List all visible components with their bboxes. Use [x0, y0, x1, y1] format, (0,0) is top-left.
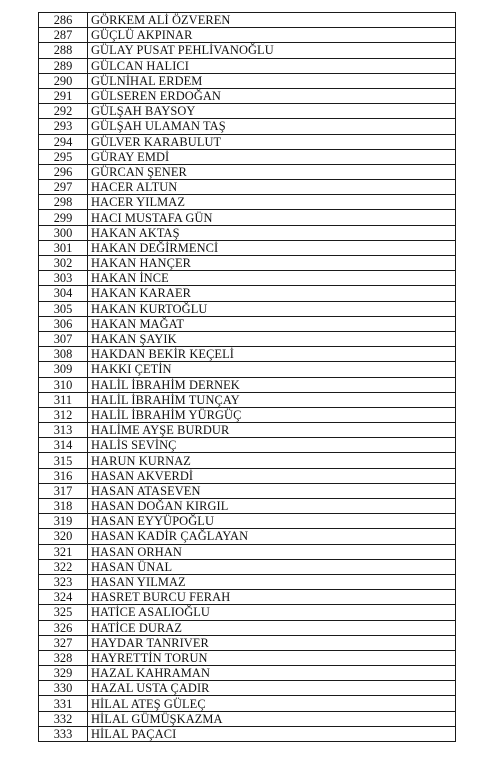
table-row — [39, 256, 456, 271]
table-row — [39, 574, 456, 589]
person-name: HAKAN İNCE — [88, 271, 456, 286]
row-number: 327 — [39, 635, 88, 650]
row-number: 330 — [39, 681, 88, 696]
person-name: HİLAL GÜMÜŞKAZMA — [88, 711, 456, 726]
person-name: GÜLŞAH BAYSOY — [88, 104, 456, 119]
row-number: 320 — [39, 529, 88, 544]
row-number: 287 — [39, 28, 88, 43]
table-row — [39, 13, 456, 28]
row-number: 313 — [39, 423, 88, 438]
person-name: HAKAN KURTOĞLU — [88, 301, 456, 316]
person-name: HİLAL PAÇACI — [88, 726, 456, 741]
person-name: HAZAL USTA ÇADIR — [88, 681, 456, 696]
table-row — [39, 286, 456, 301]
table-row — [39, 316, 456, 331]
row-number: 300 — [39, 225, 88, 240]
name-list-body — [39, 13, 456, 742]
table-row — [39, 362, 456, 377]
row-number: 331 — [39, 696, 88, 711]
row-number: 306 — [39, 316, 88, 331]
table-row — [39, 559, 456, 574]
row-number: 322 — [39, 559, 88, 574]
person-name: HALİL İBRAHİM YÜRGÜÇ — [88, 407, 456, 422]
table-row — [39, 225, 456, 240]
row-number: 305 — [39, 301, 88, 316]
table-row — [39, 134, 456, 149]
row-number: 292 — [39, 104, 88, 119]
person-name: HASAN KADİR ÇAĞLAYAN — [88, 529, 456, 544]
person-name: HAKAN DEĞİRMENCİ — [88, 240, 456, 255]
row-number: 316 — [39, 468, 88, 483]
person-name: HAKAN KARAER — [88, 286, 456, 301]
person-name: HAYRETTİN TORUN — [88, 650, 456, 665]
row-number: 321 — [39, 544, 88, 559]
row-number: 326 — [39, 620, 88, 635]
person-name: HASAN DOĞAN KIRGIL — [88, 499, 456, 514]
person-name: HACI MUSTAFA GÜN — [88, 210, 456, 225]
person-name: HAZAL KAHRAMAN — [88, 666, 456, 681]
person-name: GÜRCAN ŞENER — [88, 164, 456, 179]
row-number: 314 — [39, 438, 88, 453]
person-name: HALİS SEVİNÇ — [88, 438, 456, 453]
table-row — [39, 377, 456, 392]
row-number: 293 — [39, 119, 88, 134]
person-name: HACER YILMAZ — [88, 195, 456, 210]
table-row — [39, 635, 456, 650]
row-number: 308 — [39, 347, 88, 362]
row-number: 296 — [39, 164, 88, 179]
person-name: HAYDAR TANRIVER — [88, 635, 456, 650]
row-number: 310 — [39, 377, 88, 392]
row-number: 297 — [39, 180, 88, 195]
table-row — [39, 605, 456, 620]
row-number: 291 — [39, 88, 88, 103]
person-name: HASAN YILMAZ — [88, 574, 456, 589]
row-number: 333 — [39, 726, 88, 741]
table-row — [39, 483, 456, 498]
row-number: 301 — [39, 240, 88, 255]
table-row — [39, 180, 456, 195]
person-name: HAKAN HANÇER — [88, 256, 456, 271]
row-number: 288 — [39, 43, 88, 58]
person-name: HATİCE ASALIOĞLU — [88, 605, 456, 620]
table-row — [39, 681, 456, 696]
table-row — [39, 529, 456, 544]
table-row — [39, 499, 456, 514]
row-number: 303 — [39, 271, 88, 286]
table-row — [39, 347, 456, 362]
table-row — [39, 392, 456, 407]
person-name: HAKAN AKTAŞ — [88, 225, 456, 240]
person-name: GÜRAY EMDİ — [88, 149, 456, 164]
person-name: HASAN AKVERDİ — [88, 468, 456, 483]
table-row — [39, 104, 456, 119]
person-name: HAKKI ÇETİN — [88, 362, 456, 377]
row-number: 294 — [39, 134, 88, 149]
row-number: 325 — [39, 605, 88, 620]
row-number: 307 — [39, 331, 88, 346]
table-row — [39, 544, 456, 559]
table-row — [39, 650, 456, 665]
person-name: HARUN KURNAZ — [88, 453, 456, 468]
table-row — [39, 407, 456, 422]
person-name: HASRET BURCU FERAH — [88, 590, 456, 605]
person-name: GÖRKEM ALİ ÖZVEREN — [88, 13, 456, 28]
row-number: 302 — [39, 256, 88, 271]
row-number: 329 — [39, 666, 88, 681]
row-number: 332 — [39, 711, 88, 726]
table-row — [39, 88, 456, 103]
row-number: 324 — [39, 590, 88, 605]
person-name: HALİL İBRAHİM DERNEK — [88, 377, 456, 392]
person-name: HACER ALTUN — [88, 180, 456, 195]
table-row — [39, 423, 456, 438]
table-row — [39, 468, 456, 483]
row-number: 290 — [39, 73, 88, 88]
row-number: 312 — [39, 407, 88, 422]
row-number: 289 — [39, 58, 88, 73]
table-row — [39, 331, 456, 346]
table-row — [39, 58, 456, 73]
table-row — [39, 119, 456, 134]
table-row — [39, 210, 456, 225]
person-name: HASAN ÜNAL — [88, 559, 456, 574]
row-number: 315 — [39, 453, 88, 468]
row-number: 317 — [39, 483, 88, 498]
row-number: 295 — [39, 149, 88, 164]
person-name: HATİCE DURAZ — [88, 620, 456, 635]
table-row — [39, 73, 456, 88]
row-number: 319 — [39, 514, 88, 529]
person-name: GÜLVER KARABULUT — [88, 134, 456, 149]
table-row — [39, 666, 456, 681]
person-name: HAKAN MAĞAT — [88, 316, 456, 331]
row-number: 328 — [39, 650, 88, 665]
row-number: 318 — [39, 499, 88, 514]
person-name: HASAN ORHAN — [88, 544, 456, 559]
person-name: HASAN EYYÜPOĞLU — [88, 514, 456, 529]
row-number: 309 — [39, 362, 88, 377]
table-row — [39, 438, 456, 453]
person-name: HAKAN ŞAYIK — [88, 331, 456, 346]
table-row — [39, 620, 456, 635]
row-number: 311 — [39, 392, 88, 407]
table-row — [39, 195, 456, 210]
table-row — [39, 149, 456, 164]
table-row — [39, 28, 456, 43]
table-row — [39, 43, 456, 58]
person-name: HALİME AYŞE BURDUR — [88, 423, 456, 438]
table-row — [39, 301, 456, 316]
person-name: GÜÇLÜ AKPINAR — [88, 28, 456, 43]
table-row — [39, 240, 456, 255]
row-number: 298 — [39, 195, 88, 210]
person-name: HAKDAN BEKİR KEÇELİ — [88, 347, 456, 362]
row-number: 299 — [39, 210, 88, 225]
row-number: 323 — [39, 574, 88, 589]
row-number: 304 — [39, 286, 88, 301]
person-name: GÜLŞAH ULAMAN TAŞ — [88, 119, 456, 134]
person-name: HİLAL ATEŞ GÜLEÇ — [88, 696, 456, 711]
person-name: HALİL İBRAHİM TUNÇAY — [88, 392, 456, 407]
table-row — [39, 726, 456, 741]
table-row — [39, 711, 456, 726]
row-number: 286 — [39, 13, 88, 28]
table-row — [39, 696, 456, 711]
person-name: GÜLCAN HALICI — [88, 58, 456, 73]
name-list-table — [38, 12, 456, 742]
table-row — [39, 164, 456, 179]
table-row — [39, 590, 456, 605]
person-name: GÜLNİHAL ERDEM — [88, 73, 456, 88]
person-name: GÜLSEREN ERDOĞAN — [88, 88, 456, 103]
person-name: GÜLAY PUSAT PEHLİVANOĞLU — [88, 43, 456, 58]
table-row — [39, 271, 456, 286]
person-name: HASAN ATASEVEN — [88, 483, 456, 498]
table-row — [39, 453, 456, 468]
table-row — [39, 514, 456, 529]
